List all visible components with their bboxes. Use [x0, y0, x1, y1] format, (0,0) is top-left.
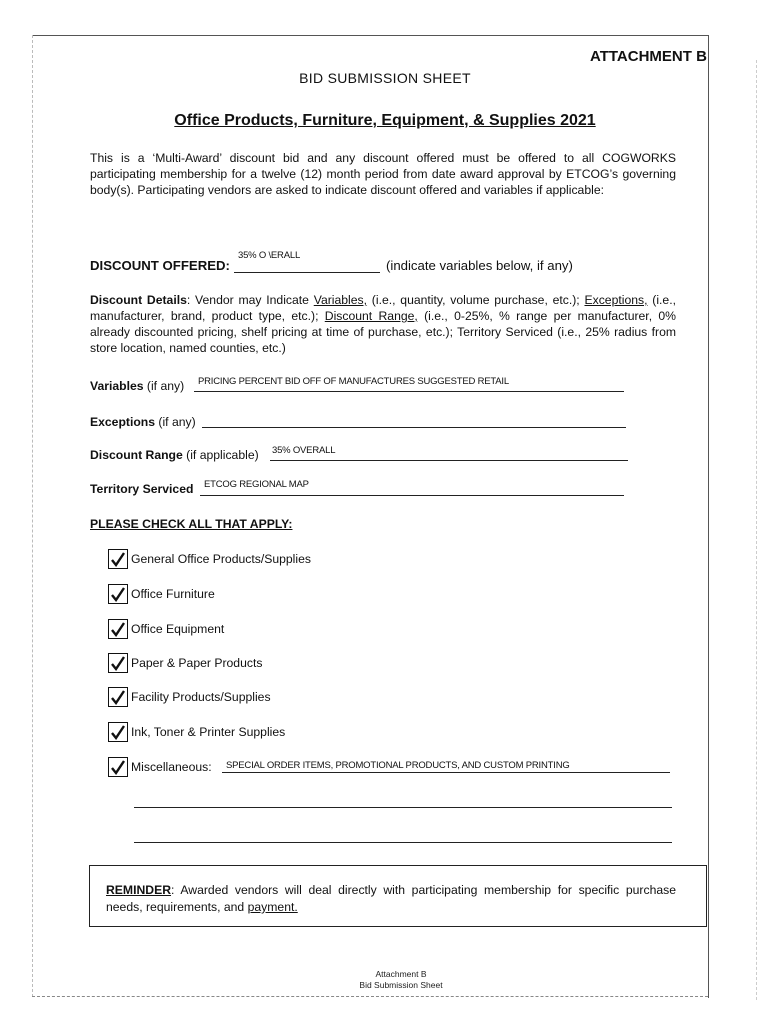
discount-offered-label: DISCOUNT OFFERED:: [90, 258, 230, 273]
miscellaneous-line[interactable]: [222, 772, 670, 773]
variables-row: [90, 379, 184, 393]
miscellaneous-extra-line-2[interactable]: [134, 842, 672, 843]
checkbox-checked-icon[interactable]: [108, 722, 128, 742]
check-office-equipment[interactable]: [108, 618, 224, 640]
intro-paragraph: This is a ‘Multi-Award’ discount bid and any discount offered must be offered to all COGWORKS participating membership for a twelve (12) month period from date award approval by ETCOG’s governing body(s). Participating vendors are asked to indicate discount offered and variables if applicable:: [90, 151, 676, 197]
discount-offered-row: [90, 258, 230, 273]
reminder-body: : Awarded vendors will deal directly with participating membership for specific purchase needs, requirements, and: [106, 883, 676, 914]
miscellaneous-value: SPECIAL ORDER ITEMS, PROMOTIONAL PRODUCTS, AND CUSTOM PRINTING: [226, 760, 570, 771]
check-facility-products[interactable]: [108, 686, 271, 708]
discount-details-paragraph: [90, 292, 676, 356]
discount-details-label: Discount Details: [90, 293, 187, 307]
territory-row: [90, 482, 193, 496]
check-label: Office Furniture: [131, 587, 215, 601]
footer-line-2: Bid Submission Sheet: [359, 980, 443, 990]
discount-range-value: 35% OVERALL: [272, 445, 336, 456]
checkbox-checked-icon[interactable]: [108, 757, 128, 777]
variables-note: (if any): [143, 379, 185, 393]
discount-offered-suffix: (indicate variables below, if any): [386, 258, 573, 273]
check-office-furniture[interactable]: [108, 583, 215, 605]
miscellaneous-extra-line-1[interactable]: [134, 807, 672, 808]
details-text-2: (i.e., quantity, volume purchase, etc.);: [367, 293, 585, 307]
variables-line[interactable]: [194, 391, 624, 392]
check-general-office[interactable]: [108, 548, 311, 570]
details-text-4: (i.e., 0-25%, % range per manufacturer, 0% already discounted pricing, shelf pricing at time of purchase, etc.); Territory Serviced (i.e., 25% radius from store location, named counties, etc.): [90, 309, 676, 355]
scan-artifact-edge: [756, 60, 757, 1000]
check-miscellaneous[interactable]: [108, 756, 212, 778]
details-exceptions-term: Exceptions,: [584, 293, 648, 307]
discount-range-line[interactable]: [270, 460, 628, 461]
discount-range-row: [90, 448, 259, 462]
check-label: Office Equipment: [131, 622, 225, 636]
details-text-3: (i.e., manufacturer, brand, product type, etc.);: [90, 293, 676, 323]
attachment-label: ATTACHMENT B: [590, 48, 707, 65]
checkbox-checked-icon[interactable]: [108, 619, 128, 639]
discount-offered-line[interactable]: [234, 272, 380, 273]
check-label: Paper & Paper Products: [131, 656, 263, 670]
discount-offered-value: 35% O \ERALL: [238, 250, 301, 261]
details-text-1: : Vendor may Indicate: [186, 293, 314, 307]
reminder-text: [106, 882, 676, 916]
check-heading: PLEASE CHECK ALL THAT APPLY:: [90, 517, 293, 531]
document-title: Office Products, Furniture, Equipment, & Supplies 2021: [174, 112, 596, 129]
check-label: General Office Products/Supplies: [131, 552, 311, 566]
checkbox-checked-icon[interactable]: [108, 687, 128, 707]
reminder-payment: payment.: [247, 900, 298, 914]
checkbox-checked-icon[interactable]: [108, 549, 128, 569]
checkbox-checked-icon[interactable]: [108, 584, 128, 604]
check-paper-products[interactable]: [108, 652, 262, 674]
details-range-term: Discount Range,: [324, 309, 418, 323]
discount-range-note: (if applicable): [182, 448, 259, 462]
checkbox-checked-icon[interactable]: [108, 653, 128, 673]
reminder-label: REMINDER: [106, 883, 172, 897]
check-ink-toner[interactable]: [108, 721, 285, 743]
check-label: Miscellaneous:: [131, 760, 212, 774]
footer-line-1: Attachment B: [375, 969, 427, 979]
page-footer: [0, 969, 770, 991]
check-label: Facility Products/Supplies: [131, 690, 271, 704]
territory-line[interactable]: [200, 495, 624, 496]
variables-value: PRICING PERCENT BID OFF OF MANUFACTURES SUGGESTED RETAIL: [198, 376, 509, 387]
exceptions-note: (if any): [155, 415, 196, 429]
exceptions-line[interactable]: [202, 427, 626, 428]
page-bottom-edge: [32, 996, 708, 997]
check-label: Ink, Toner & Printer Supplies: [131, 725, 286, 739]
variables-label: Variables: [90, 379, 144, 393]
exceptions-label: Exceptions: [90, 415, 156, 429]
details-variables-term: Variables,: [313, 293, 368, 307]
page-left-edge: [32, 35, 33, 997]
territory-value: ETCOG REGIONAL MAP: [204, 479, 309, 490]
sheet-title: BID SUBMISSION SHEET: [299, 70, 471, 86]
reminder-box: [89, 865, 707, 927]
discount-range-label: Discount Range: [90, 448, 183, 462]
territory-label: Territory Serviced: [90, 482, 194, 496]
exceptions-row: [90, 415, 196, 429]
